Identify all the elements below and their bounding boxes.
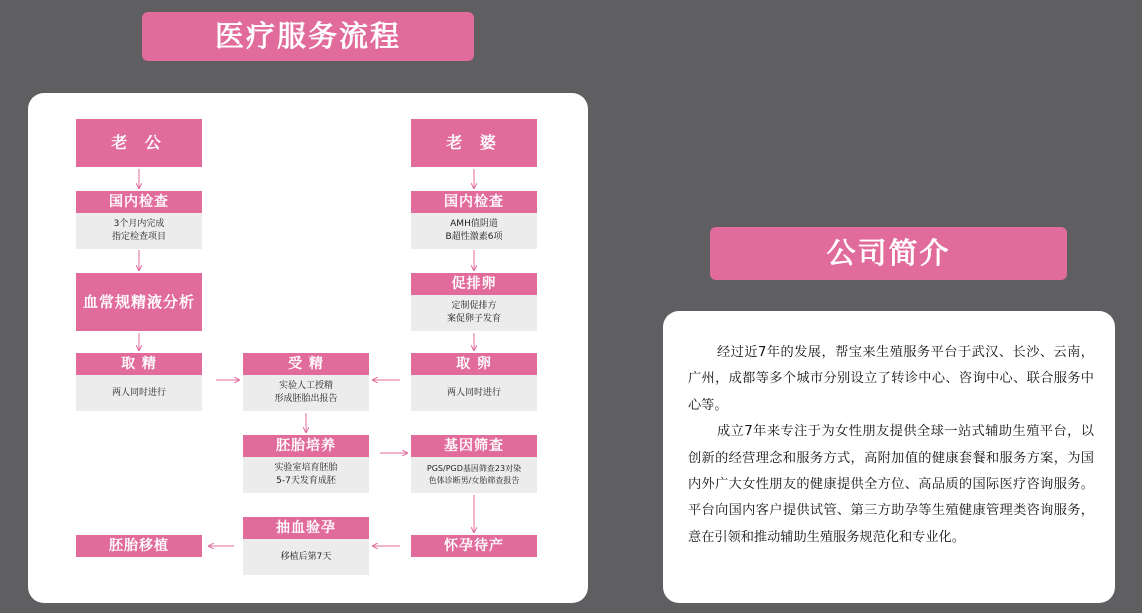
node-fertilization: [243, 353, 369, 411]
node-semen-analysis: [76, 273, 202, 331]
node-sperm-retrieval: [76, 353, 202, 411]
node-wife-check: [411, 191, 537, 249]
node-egg-retrieval: [411, 353, 537, 411]
node-genetic-screening-title: 基因筛查: [411, 435, 537, 457]
node-embryo-transfer-title: 胚胎移植: [76, 535, 202, 557]
node-fertilization-line: 形成胚胎出报告: [274, 394, 338, 404]
node-egg-retrieval-line: 两人同时进行: [446, 387, 501, 398]
node-embryo-culture-line: 实验室培育胚胎: [274, 463, 338, 473]
node-husband-title: 老 公: [76, 119, 202, 167]
node-fertilization-title: 受 精: [243, 353, 369, 375]
node-wife-check-line: AMH值阴道: [450, 219, 498, 229]
node-wife-check-line: B超性激素6项: [445, 232, 503, 242]
node-wife-title: 老 婆: [411, 119, 537, 167]
node-blood-test: [243, 517, 369, 575]
node-genetic-screening-line: PGS/PGD基因筛查23对染: [426, 464, 522, 473]
node-husband-check-line: 3个月内完成: [113, 219, 165, 229]
node-ovulation-line: 定制促排方: [451, 301, 497, 311]
node-ovulation-line: 案促卵子发育: [446, 314, 501, 324]
about-text: [688, 340, 1094, 551]
node-wife-check-title: 国内检查: [411, 191, 537, 213]
node-wife: [411, 119, 537, 167]
about-paragraph: 经过近7年的发展，帮宝来生殖服务平台于武汉、长沙、云南，广州，成都等多个城市分别设立了转诊中心、咨询中心、联合服务中心等。: [688, 345, 1094, 413]
node-ovulation: [411, 273, 537, 331]
node-blood-test-line: 移植后第7天: [280, 551, 332, 562]
node-genetic-screening-line: 色体诊断男/女胎筛查报告: [428, 476, 520, 485]
node-husband-check: [76, 191, 202, 249]
node-husband: [76, 119, 202, 167]
about-title: 公司简介: [710, 227, 1067, 280]
node-sperm-retrieval-line: 两人同时进行: [111, 387, 166, 398]
node-sperm-retrieval-title: 取 精: [76, 353, 202, 375]
node-embryo-culture-title: 胚胎培养: [243, 435, 369, 457]
node-pregnancy: [411, 535, 537, 557]
node-pregnancy-title: 怀孕待产: [411, 535, 537, 557]
node-fertilization-line: 实验人工授精: [278, 381, 333, 391]
node-egg-retrieval-title: 取 卵: [411, 353, 537, 375]
node-husband-check-line: 指定检查项目: [111, 232, 166, 242]
flow-panel: [28, 93, 588, 603]
node-embryo-culture: [243, 435, 369, 493]
about-paragraph: 成立7年来专注于为女性朋友提供全球一站式辅助生殖平台，以创新的经营理念和服务方式，高附加值的健康套餐和服务方案，为国内外广大女性朋友的健康提供全方位、高品质的国际医疗咨询服务。平台向国内客户提供试管、第三方助孕等生殖健康管理类咨询服务，意在引领和推动辅助生殖服务规范化和专业化。: [688, 424, 1094, 545]
node-husband-check-title: 国内检查: [76, 191, 202, 213]
node-embryo-culture-line: 5-7天发育成胚: [276, 476, 336, 486]
flow-title: 医疗服务流程: [142, 12, 474, 61]
node-genetic-screening: [411, 435, 537, 493]
node-ovulation-title: 促排卵: [411, 273, 537, 295]
node-embryo-transfer: [76, 535, 202, 557]
node-blood-test-title: 抽血验孕: [243, 517, 369, 539]
node-semen-analysis-title: 血常规精液分析: [76, 273, 202, 331]
